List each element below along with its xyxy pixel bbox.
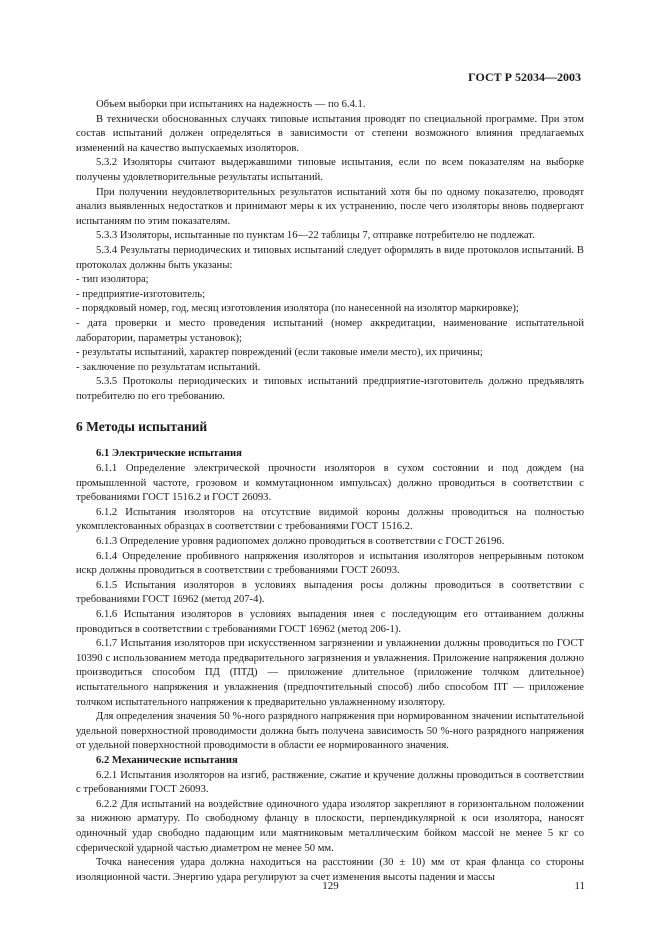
paragraph: 6.1.1 Определение электрической прочности изоляторов в сухом состоянии и под дождем (на промышленной частоте, грозовом и коммутационном импульсах) должно проводиться в соответствии с требованиями ГОСТ 1516.2 и ГОСТ 26093.: [76, 463, 584, 504]
paragraph: 6.1.5 Испытания изоляторов в условиях выпадения росы должны проводиться в соответствии с требованиями ГОСТ 16962 (метод 207-4).: [76, 579, 584, 606]
document-body: [76, 98, 584, 885]
list-item: - предприятие-изготовитель;: [76, 288, 206, 300]
list-item: - дата проверки и место проведения испытаний (номер аккредитации, наименование испытательной лаборатории, параметры установок);: [76, 317, 584, 344]
paragraph: 6.1.6 Испытания изоляторов в условиях выпадения инея с последующим его оттаиванием должны проводиться в соответствии с требованиями ГОСТ 16962 (метод 206-1).: [76, 609, 584, 635]
paragraph: 6.1.7 Испытания изоляторов при искусственном загрязнении и увлажнении должны проводиться по ГОСТ 10390 с использованием метода предварительного загрязнения и увлажнения. Приложение напряжения должно производиться способом ПД (ПТД) — приложение длительное (приложение толчком длительное) испытательного напряжения и увлажнения (предпочтительный способ) либо способом ПТ — приложение толчком испытательного напряжения к предварительно увлажненному изолятору.: [76, 638, 584, 708]
paragraph: 6.1.4 Определение пробивного напряжения изоляторов и испытания изоляторов непрерывным потоком искр должны проводиться в соответствии с требованиями ГОСТ 26093.: [76, 550, 584, 577]
subsection-heading: 6.1 Электрические испытания: [96, 448, 242, 460]
document-header: ГОСТ Р 52034—2003: [468, 70, 581, 84]
paragraph: 5.3.3 Изоляторы, испытанные по пунктам 16—22 таблицы 7, отправке потребителю не подлежат.: [96, 230, 535, 242]
paragraph: 5.3.4 Результаты периодических и типовых испытаний следует оформлять в виде протоколов испытаний. В протоколах должны быть указаны:: [76, 244, 584, 271]
paragraph: 6.1.3 Определение уровня радиопомех должно проводиться в соответствии с ГОСТ 26196.: [96, 536, 505, 548]
paragraph: 5.3.5 Протоколы периодических и типовых испытаний предприятие-изготовитель должно предъявлять потребителю по его требованию.: [76, 376, 584, 402]
section-heading: 6 Методы испытаний: [76, 419, 208, 435]
list-item: - заключение по результатам испытаний.: [76, 361, 261, 373]
paragraph: Точка нанесения удара должна находиться на расстоянии (30 ± 10) мм от края фланца со стороны изоляционной части. Энергию удара регулируют за счет изменения высоты падения и массы: [76, 857, 584, 883]
paragraph: 6.2.1 Испытания изоляторов на изгиб, растяжение, сжатие и кручение должны проводиться в соответствии с требованиями ГОСТ 26093.: [76, 769, 584, 796]
list-item: - порядковый номер, год, месяц изготовления изолятора (по нанесенной на изолятор маркировке);: [76, 303, 519, 315]
paragraph: Объем выборки при испытаниях на надежность — по 6.4.1.: [96, 99, 366, 110]
paragraph: 5.3.2 Изоляторы считают выдержавшими типовые испытания, если по всем показателям на выборке получены удовлетворительные результаты испытаний.: [76, 157, 584, 183]
paragraph: 6.2.2 Для испытаний на воздействие одиночного удара изолятор закрепляют в горизонтальном положении за нижнюю арматуру. По свободному фланцу в плоскости, перпендикулярной к оси изолятора, наносят одиночный удар свободно падающим или маятниковым металлическим бойком массой не менее 5 кг со сферической ударной частью диаметром не менее 50 мм.: [76, 798, 584, 854]
paragraph: В технически обоснованных случаях типовые испытания проводят по специальной программе. При этом состав испытаний должен определяться в зависимости от степени возможного влияния предлагаемых изменений на качество выпускаемых изоляторов.: [76, 113, 584, 154]
sheet-number: 11: [574, 880, 585, 892]
paragraph: При получении неудовлетворительных результатов испытаний хотя бы по одному показателю, проводят анализ выявленных недостатков и принимают меры к их устранению, после чего изоляторы вновь подвергают испытаниям по этим показателям.: [76, 186, 584, 227]
list-item: - тип изолятора;: [76, 274, 149, 286]
paragraph: Для определения значения 50 %-ного разрядного напряжения при нормированном значении испытательной удельной поверхностной проводимости должна быть получена зависимость 50 %-ного разрядного напряжения от удельной поверхностной проводимости в области ее нормированного значения.: [76, 711, 584, 752]
page-number: 129: [322, 880, 339, 892]
paragraph: 6.1.2 Испытания изоляторов на отсутствие видимой короны должны проводиться на полностью укомплектованных образцах в соответствии с требованиями ГОСТ 1516.2.: [76, 506, 584, 533]
subsection-heading: 6.2 Механические испытания: [96, 754, 238, 766]
list-item: - результаты испытаний, характер повреждений (если таковые имели место), их причины;: [76, 347, 483, 359]
